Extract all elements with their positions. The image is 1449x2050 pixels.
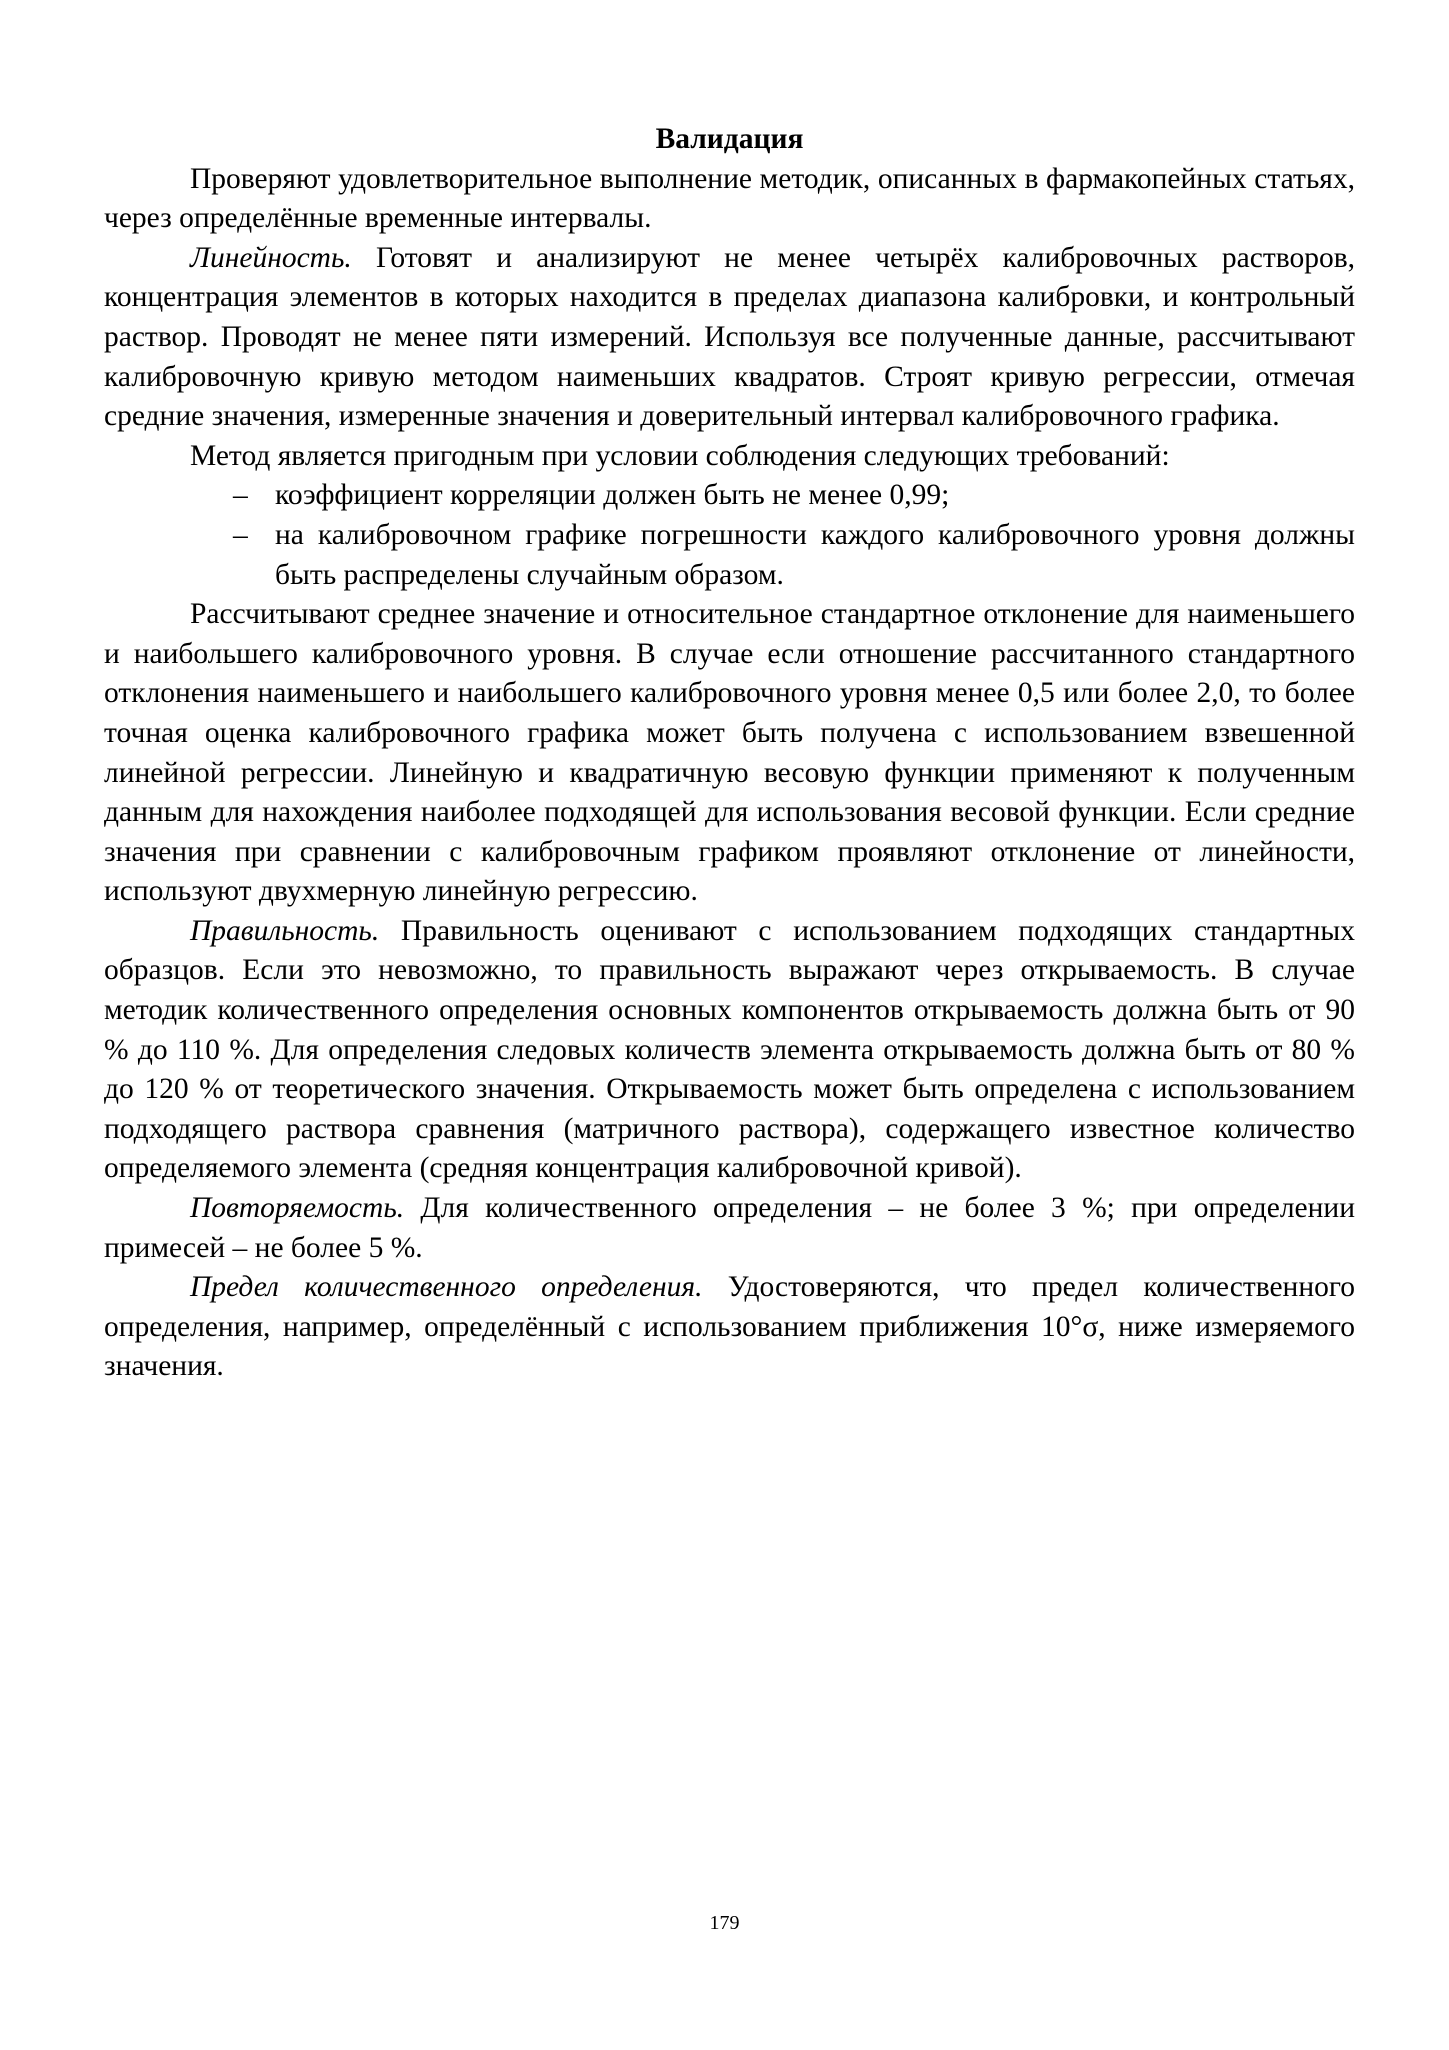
linearity-text: Готовят и анализируют не менее четырёх калибровочных растворов, концентрация элементов в которых находится в пределах диапазона калибровки, и контрольный раствор. Проводят не менее пяти измерений. Используя все полученные данные, рассчитывают калибровочную кривую методом наименьших квадратов. Строят кривую регрессии, отмечая средние значения, измеренные значения и доверительный интервал калибровочного графика. bbox=[104, 241, 1355, 433]
requirements-intro: Метод является пригодным при условии соблюдения следующих требований: bbox=[190, 439, 1170, 472]
requirements-list bbox=[104, 476, 1355, 595]
page-number: 179 bbox=[709, 1912, 740, 1934]
trueness-term: Правильность. bbox=[190, 914, 380, 947]
trueness-text: Правильность оценивают с использованием подходящих стандартных образцов. Если это невозможно, то правильность выражают через открываемость. В случае методик количественного определения основных компонентов открываемость должна быть от 90 % до 110 %. Для определения следовых количеств элемента открываемость должна быть от 80 % до 120 % от теоретического значения. Открываемость может быть определена с использованием подходящего раствора сравнения (матричного раствора), содержащего известное количество определяемого элемента (средняя концентрация калибровочной кривой). bbox=[104, 914, 1355, 1185]
trueness-paragraph bbox=[104, 912, 1355, 1189]
page-title: Валидация bbox=[655, 123, 804, 155]
calculation-paragraph: Рассчитывают среднее значение и относительное стандартное отклонение для наименьшего и наибольшего калибровочного уровня. В случае если отношение рассчитанного стандартного отклонения наименьшего и наибольшего калибровочного уровня менее 0,5 или более 2,0, то более точная оценка калибровочного графика может быть получена с использованием взвешенной линейной регрессии. Линейную и квадратичную весовую функции применяют к полученным данным для нахождения наиболее подходящей для использования весовой функции. Если средние значения при сравнении с калибровочным графиком проявляют отклонение от линейности, используют двухмерную линейную регрессию. bbox=[104, 598, 1355, 908]
list-item-text: на калибровочном графике погрешности каждого калибровочного уровня должны быть распределены случайным образом. bbox=[275, 518, 1355, 591]
quantitation-limit-paragraph bbox=[104, 1268, 1355, 1387]
repeatability-text: Для количественного определения – не более 3 %; при определении примесей – не более 5 %. bbox=[104, 1192, 1355, 1264]
repeatability-paragraph bbox=[104, 1189, 1355, 1268]
quantitation-limit-term: Предел количественного определения. bbox=[190, 1271, 703, 1304]
list-item-text: коэффициент корреляции должен быть не менее 0,99; bbox=[275, 479, 950, 512]
document-page bbox=[104, 120, 1355, 1387]
list-dash: – bbox=[233, 479, 248, 512]
intro-paragraph: Проверяют удовлетворительное выполнение методик, описанных в фармакопейных статьях, через определённые временные интервалы. bbox=[104, 162, 1355, 235]
linearity-term: Линейность. bbox=[190, 241, 352, 274]
quantitation-limit-text: Удостоверяются, что предел количественного определения, например, определённый с использованием приближения 10°σ, ниже измеряемого значения. bbox=[104, 1271, 1355, 1383]
list-dash: – bbox=[233, 518, 248, 551]
list-item bbox=[104, 476, 1355, 516]
repeatability-term: Повторяемость. bbox=[190, 1192, 405, 1225]
list-item bbox=[104, 516, 1355, 595]
linearity-paragraph bbox=[104, 239, 1355, 437]
